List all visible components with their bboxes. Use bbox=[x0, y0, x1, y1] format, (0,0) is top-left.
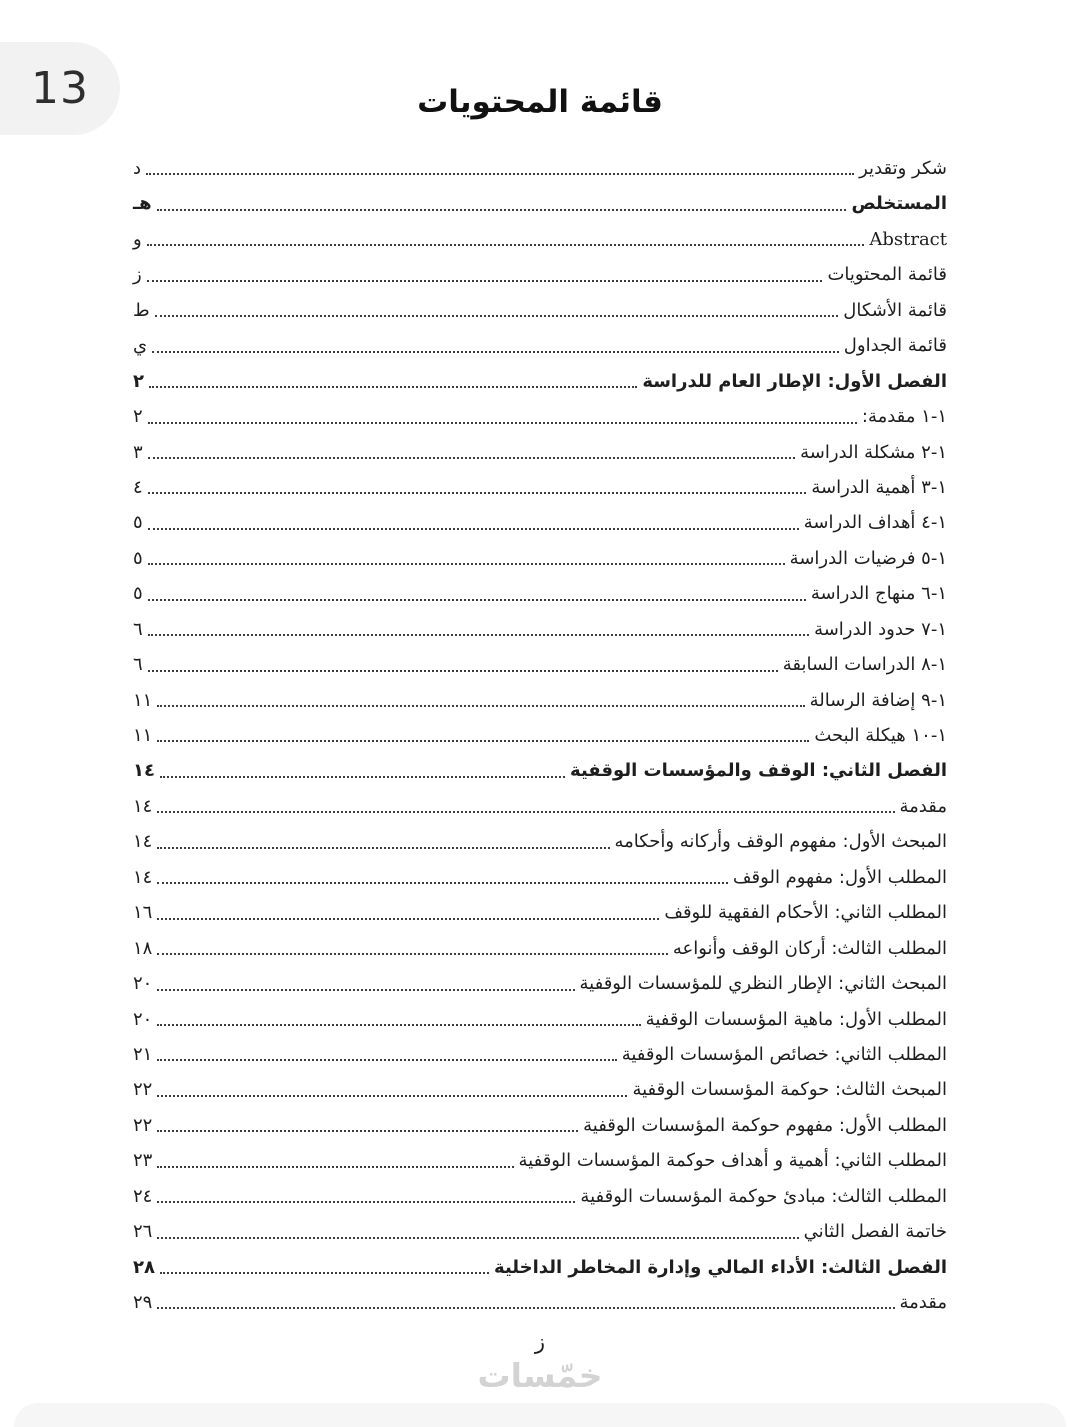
toc-dot-leader bbox=[157, 209, 847, 211]
toc-entry-label: الفصل الثالث: الأداء المالي وإدارة المخاطر الداخلية bbox=[494, 1256, 947, 1278]
toc-entry-label: مقدمة bbox=[899, 1292, 947, 1313]
toc-page-number: ٢٠ bbox=[133, 1008, 153, 1030]
toc-dot-leader bbox=[157, 1237, 798, 1239]
toc-entry-label: ١-٦ منهاج الدراسة bbox=[810, 583, 947, 605]
toc-page-number: ٥ bbox=[133, 547, 143, 569]
toc-dot-leader bbox=[152, 351, 839, 353]
toc-page-number: ١٦ bbox=[133, 902, 153, 924]
toc-entry-label: ١-١ مقدمة: bbox=[861, 406, 947, 428]
toc-page-number: ٢٤ bbox=[133, 1185, 153, 1207]
toc-entry-label: المطلب الثاني: أهمية و أهداف حوكمة المؤسسات الوقفية bbox=[518, 1150, 947, 1172]
toc-row bbox=[133, 753, 947, 788]
toc-dot-leader bbox=[147, 280, 823, 282]
toc-dot-leader bbox=[157, 1059, 616, 1061]
toc-dot-leader bbox=[157, 1095, 627, 1097]
toc-entry-label: قائمة المحتويات bbox=[827, 264, 947, 286]
toc-entry-label: المطلب الأول: مفهوم الوقف bbox=[732, 866, 947, 888]
toc-dot-leader bbox=[155, 315, 839, 317]
toc-row bbox=[133, 151, 947, 186]
toc-entry-label: المطلب الثاني: الأحكام الفقهية للوقف bbox=[664, 902, 947, 924]
toc-entry-label: المطلب الثالث: مبادئ حوكمة المؤسسات الوقفية bbox=[580, 1185, 947, 1207]
toc-dot-leader bbox=[160, 1272, 489, 1274]
toc-page-number: ط bbox=[133, 299, 150, 321]
toc-dot-leader bbox=[157, 1024, 640, 1026]
toc-entry-label: ١-٢ مشكلة الدراسة bbox=[800, 441, 947, 463]
toc-entry-label: ١-٤ أهداف الدراسة bbox=[803, 512, 947, 534]
toc-entry-label: الفصل الأول: الإطار العام للدراسة bbox=[642, 370, 947, 392]
toc-row bbox=[133, 1072, 947, 1107]
next-page-card bbox=[14, 1403, 1066, 1427]
toc-row bbox=[133, 1214, 947, 1249]
toc-page-number: ١٤ bbox=[133, 831, 153, 853]
toc-dot-leader bbox=[148, 670, 778, 672]
toc-dot-leader bbox=[148, 599, 806, 601]
toc-row bbox=[133, 505, 947, 540]
toc-entry-label: المبحث الأول: مفهوم الوقف وأركانه وأحكامه bbox=[614, 831, 947, 853]
watermark-logo: خمّسات bbox=[477, 1356, 603, 1395]
page-title: قائمة المحتويات bbox=[417, 84, 663, 120]
toc-dot-leader bbox=[157, 1130, 578, 1132]
toc-page-number: ٢٠ bbox=[133, 973, 153, 995]
toc-page-number: ٢٦ bbox=[133, 1221, 153, 1243]
toc-row bbox=[133, 824, 947, 859]
toc-page-number: ٥ bbox=[133, 583, 143, 605]
toc-entry-label: المطلب الأول: ماهية المؤسسات الوقفية bbox=[645, 1008, 947, 1030]
toc-page-number: ١١ bbox=[133, 689, 153, 711]
toc-entry-label: المبحث الثاني: الإطار النظري للمؤسسات الوقفية bbox=[579, 973, 947, 995]
toc-page-number: ١١ bbox=[133, 725, 153, 746]
toc-row bbox=[133, 399, 947, 434]
toc-dot-leader bbox=[157, 811, 894, 813]
toc-dot-leader bbox=[157, 989, 574, 991]
toc-page-number: ٤ bbox=[133, 476, 143, 498]
toc-entry-label: ١-٨ الدراسات السابقة bbox=[782, 654, 947, 676]
toc-page-number: هـ bbox=[133, 193, 152, 215]
toc-entry-label: الفصل الثاني: الوقف والمؤسسات الوقفية bbox=[570, 760, 947, 782]
toc-page-number: ٢٨ bbox=[133, 1256, 155, 1278]
toc-row bbox=[133, 789, 947, 824]
toc-row bbox=[133, 1250, 947, 1285]
toc-row bbox=[133, 718, 947, 753]
toc-row bbox=[133, 647, 947, 682]
toc-dot-leader bbox=[157, 705, 804, 707]
toc-dot-leader bbox=[148, 457, 795, 459]
toc-page-number: ٢٢ bbox=[133, 1079, 153, 1101]
toc-row bbox=[133, 576, 947, 611]
toc-row bbox=[133, 1037, 947, 1072]
toc-entry-label: شكر وتقدير bbox=[859, 158, 947, 179]
toc-entry-label: قائمة الأشكال bbox=[843, 299, 947, 321]
toc-row bbox=[133, 257, 947, 292]
toc-page-number: ١٤ bbox=[133, 866, 153, 888]
page-number-badge: 13 bbox=[0, 42, 120, 135]
toc-dot-leader bbox=[157, 847, 609, 849]
toc-entry-label: ١-١٠ هيكلة البحث bbox=[814, 725, 947, 746]
toc-row bbox=[133, 1002, 947, 1037]
toc-dot-leader bbox=[157, 918, 659, 920]
toc-entry-label: ١-٣ أهمية الدراسة bbox=[811, 476, 947, 498]
toc-page-number: ١٤ bbox=[133, 795, 153, 817]
toc-row bbox=[133, 1285, 947, 1320]
toc-entry-label: ١-٧ حدود الدراسة bbox=[814, 618, 947, 640]
toc-dot-leader bbox=[148, 563, 785, 565]
table-of-contents bbox=[133, 151, 947, 1320]
toc-entry-label: المستخلص bbox=[851, 193, 947, 215]
toc-page-number: ٦ bbox=[133, 654, 143, 676]
toc-row bbox=[133, 1108, 947, 1143]
toc-entry-label: المطلب الثاني: خصائص المؤسسات الوقفية bbox=[621, 1043, 947, 1065]
toc-row bbox=[133, 541, 947, 576]
toc-row bbox=[133, 222, 947, 257]
toc-page-number: ٣ bbox=[133, 441, 143, 463]
toc-page-number: ٢١ bbox=[133, 1043, 153, 1065]
toc-dot-leader bbox=[157, 953, 667, 955]
toc-entry-label: المبحث الثالث: حوكمة المؤسسات الوقفية bbox=[632, 1079, 947, 1101]
toc-dot-leader bbox=[157, 1201, 575, 1203]
toc-entry-label: مقدمة bbox=[899, 795, 947, 817]
toc-entry-label: قائمة الجداول bbox=[843, 335, 947, 357]
toc-row bbox=[133, 1143, 947, 1178]
toc-row bbox=[133, 931, 947, 966]
toc-entry-label: المطلب الثالث: أركان الوقف وأنواعه bbox=[672, 937, 947, 959]
toc-dot-leader bbox=[157, 1307, 894, 1309]
toc-row bbox=[133, 364, 947, 399]
toc-row bbox=[133, 435, 947, 470]
toc-row bbox=[133, 860, 947, 895]
toc-entry-label: ١-٩ إضافة الرسالة bbox=[809, 689, 947, 711]
toc-dot-leader bbox=[160, 776, 565, 778]
toc-row bbox=[133, 683, 947, 718]
toc-row bbox=[133, 186, 947, 221]
toc-dot-leader bbox=[147, 244, 865, 246]
toc-dot-leader bbox=[148, 492, 807, 494]
toc-page-number: ٢ bbox=[133, 406, 143, 428]
toc-page-number: ٥ bbox=[133, 512, 143, 534]
toc-page-number: ز bbox=[133, 264, 142, 286]
toc-entry-label: Abstract bbox=[869, 228, 947, 250]
toc-entry-label: المطلب الأول: مفهوم حوكمة المؤسسات الوقفية bbox=[583, 1114, 947, 1136]
footer-page-letter: ز bbox=[534, 1330, 546, 1354]
toc-row bbox=[133, 293, 947, 328]
toc-entry-label: ١-٥ فرضيات الدراسة bbox=[789, 547, 947, 569]
toc-dot-leader bbox=[157, 882, 728, 884]
toc-row bbox=[133, 966, 947, 1001]
toc-dot-leader bbox=[148, 634, 809, 636]
toc-page-number: ٦ bbox=[133, 618, 143, 640]
toc-row bbox=[133, 895, 947, 930]
toc-entry-label: خاتمة الفصل الثاني bbox=[803, 1221, 947, 1243]
toc-dot-leader bbox=[148, 528, 799, 530]
toc-dot-leader bbox=[146, 173, 854, 175]
toc-page-number: و bbox=[133, 228, 142, 250]
toc-page-number: د bbox=[133, 158, 142, 179]
toc-dot-leader bbox=[148, 422, 857, 424]
toc-dot-leader bbox=[149, 386, 637, 388]
toc-page-number: ٢٩ bbox=[133, 1292, 153, 1313]
toc-page-number: ٢٣ bbox=[133, 1150, 153, 1172]
toc-dot-leader bbox=[157, 740, 809, 742]
toc-row bbox=[133, 1179, 947, 1214]
toc-page-number: ٢ bbox=[133, 370, 144, 392]
toc-page-number: ١٨ bbox=[133, 937, 153, 959]
toc-page-number: ي bbox=[133, 335, 148, 357]
toc-dot-leader bbox=[157, 1166, 513, 1168]
toc-row bbox=[133, 328, 947, 363]
toc-row bbox=[133, 470, 947, 505]
toc-row bbox=[133, 612, 947, 647]
toc-page-number: ١٤ bbox=[133, 760, 155, 782]
toc-page-number: ٢٢ bbox=[133, 1114, 153, 1136]
